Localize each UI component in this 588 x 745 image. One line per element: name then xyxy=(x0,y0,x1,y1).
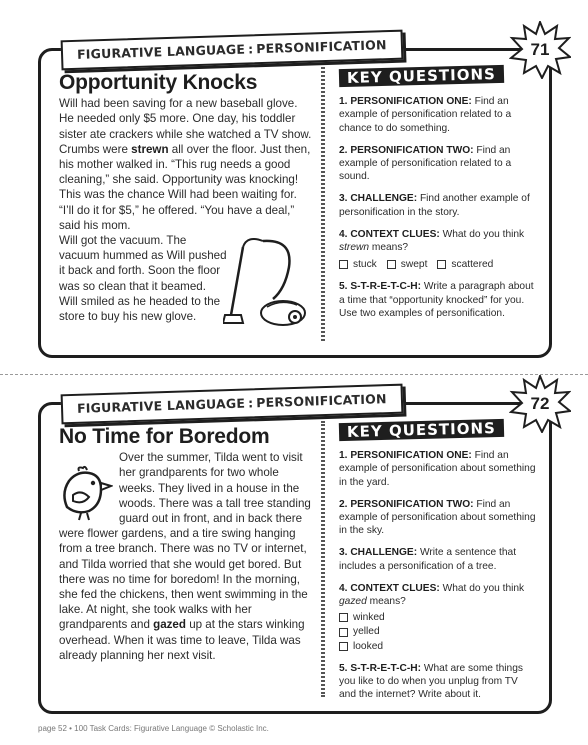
question-4 xyxy=(339,228,537,272)
question-text: Find an example of personification about something in the yard. xyxy=(339,450,536,488)
vacuum-cleaner-icon xyxy=(223,237,307,331)
topic-separator: : xyxy=(247,395,254,411)
story-paragraph-1 xyxy=(59,96,313,233)
choice-label: stuck xyxy=(353,259,377,271)
question-text: Find another example of personification in the story. xyxy=(339,193,530,218)
topic-left: FIGURATIVE LANGUAGE xyxy=(76,41,246,62)
page-footer: page 52 • 100 Task Cards: Figurative Language © Scholastic Inc. xyxy=(38,724,269,733)
choice-swept[interactable] xyxy=(387,258,428,271)
question-label: 1. PERSONIFICATION ONE: xyxy=(339,450,472,462)
bird-icon xyxy=(57,465,113,521)
question-label: 1. PERSONIFICATION ONE: xyxy=(339,96,472,108)
question-1 xyxy=(339,449,537,489)
choice-winked[interactable] xyxy=(339,611,537,624)
story-text: Will had been saving for a new baseball glove. He needed only $5 more. One day, his toddler sister ate crackers while she watched a TV show. Crumbs were xyxy=(59,97,312,156)
topic-separator: : xyxy=(247,41,254,57)
vocab-word: strewn xyxy=(131,142,169,156)
choice-scattered[interactable] xyxy=(437,258,493,271)
question-label: 3. CHALLENGE: xyxy=(339,193,418,205)
vocab-word: gazed xyxy=(153,618,186,632)
choice-label: looked xyxy=(353,640,384,652)
key-questions xyxy=(339,421,537,710)
question-5 xyxy=(339,662,537,702)
checkbox[interactable] xyxy=(339,642,348,651)
question-2 xyxy=(339,144,537,184)
checkbox[interactable] xyxy=(339,628,348,637)
topic-banner xyxy=(61,30,403,71)
topic-right: PERSONIFICATION xyxy=(256,37,387,57)
question-label: 4. CONTEXT CLUES: xyxy=(339,582,440,594)
key-questions xyxy=(339,67,537,329)
question-label: 5. S-T-R-E-T-C-H: xyxy=(339,662,422,674)
checkbox[interactable] xyxy=(437,260,446,269)
story-text: all over the floor. Just then, his mother walked in. “This rug needs a good cleaning,” she said. Opportunity was knocking! This was the chance Will had been waiting for. “I’ll do it for $5,” he offered. “You have a deal,” said his mom. xyxy=(59,142,311,232)
question-label: 2. PERSONIFICATION TWO: xyxy=(339,498,474,510)
question-text: means? xyxy=(369,242,409,254)
question-text: means? xyxy=(366,596,406,608)
story-title: No Time for Boredom xyxy=(59,425,270,448)
question-5 xyxy=(339,280,537,320)
topic-right: PERSONIFICATION xyxy=(256,391,387,411)
topic-left: FIGURATIVE LANGUAGE xyxy=(76,395,246,416)
topic-banner xyxy=(61,384,403,425)
question-label: 5. S-T-R-E-T-C-H: xyxy=(339,281,422,293)
choice-yelled[interactable] xyxy=(339,625,537,638)
checkbox[interactable] xyxy=(339,613,348,622)
story-text: up at the stars winking overhead. When it was time to leave, Tilda was already planning her next visit. xyxy=(59,618,305,662)
key-questions-title: KEY QUESTIONS xyxy=(339,65,504,88)
vocab-word: strewn xyxy=(339,242,370,254)
question-text: What do you think xyxy=(439,228,525,240)
choice-stuck[interactable] xyxy=(339,258,377,271)
choice-label: yelled xyxy=(353,626,380,638)
key-questions-title: KEY QUESTIONS xyxy=(339,419,504,442)
column-divider xyxy=(321,67,325,341)
question-label: 4. CONTEXT CLUES: xyxy=(339,228,440,240)
question-text: Write a sentence that includes a personification of a tree. xyxy=(339,547,517,572)
story-paragraph-2: Will got the vacuum. The vacuum hummed as Will pushed it back and forth. Soon the floor was so clean that it beamed. Will smiled as he headed to the store to buy his new glove. xyxy=(59,234,227,324)
card-number: 72 xyxy=(530,394,550,413)
story-text: Over the summer, Tilda went to visit her grandparents for two whole weeks. They lived in a house in the woods. There was a tall tree standing guard out in front, and in back there were flower gardens, and a tire swing hanging from a tree branch. There was no TV or internet, and Tilda worried that she would get bored. But there was no time for boredom! In the morning, she fed the chickens, then went swimming in the lake. At night, she took walks with her grandparents and xyxy=(59,451,311,632)
story-title: Opportunity Knocks xyxy=(59,71,258,94)
question-3 xyxy=(339,192,537,218)
task-card-72 xyxy=(38,391,552,714)
card-number: 71 xyxy=(530,40,550,59)
question-text: Find an example of personification related to a chance to do something. xyxy=(339,96,512,134)
checkbox[interactable] xyxy=(387,260,396,269)
question-text: Write a paragraph about a time that “opportunity knocked” for you. Use two examples of personification. xyxy=(339,281,534,319)
question-3 xyxy=(339,546,537,572)
answer-choices xyxy=(339,258,537,271)
question-text: What do you think xyxy=(439,582,525,594)
question-1 xyxy=(339,95,537,135)
question-text: Find an example of personification about something in the sky. xyxy=(339,498,536,537)
column-divider xyxy=(321,421,325,697)
question-label: 3. CHALLENGE: xyxy=(339,547,418,559)
choice-label: winked xyxy=(353,612,385,624)
question-2 xyxy=(339,498,537,538)
cut-line xyxy=(0,374,588,375)
answer-choices xyxy=(339,611,537,653)
choice-label: swept xyxy=(400,259,428,271)
vocab-word: gazed xyxy=(339,596,367,608)
question-label: 2. PERSONIFICATION TWO: xyxy=(339,144,474,156)
task-card-71 xyxy=(38,37,552,358)
choice-label: scattered xyxy=(451,259,494,271)
question-4 xyxy=(339,582,537,653)
question-text: Find an example of personification related to a sound. xyxy=(339,144,512,183)
question-text: What are some things you like to do when you unplug from TV and the internet? Write about it. xyxy=(339,662,523,701)
checkbox[interactable] xyxy=(339,260,348,269)
choice-looked[interactable] xyxy=(339,640,537,653)
